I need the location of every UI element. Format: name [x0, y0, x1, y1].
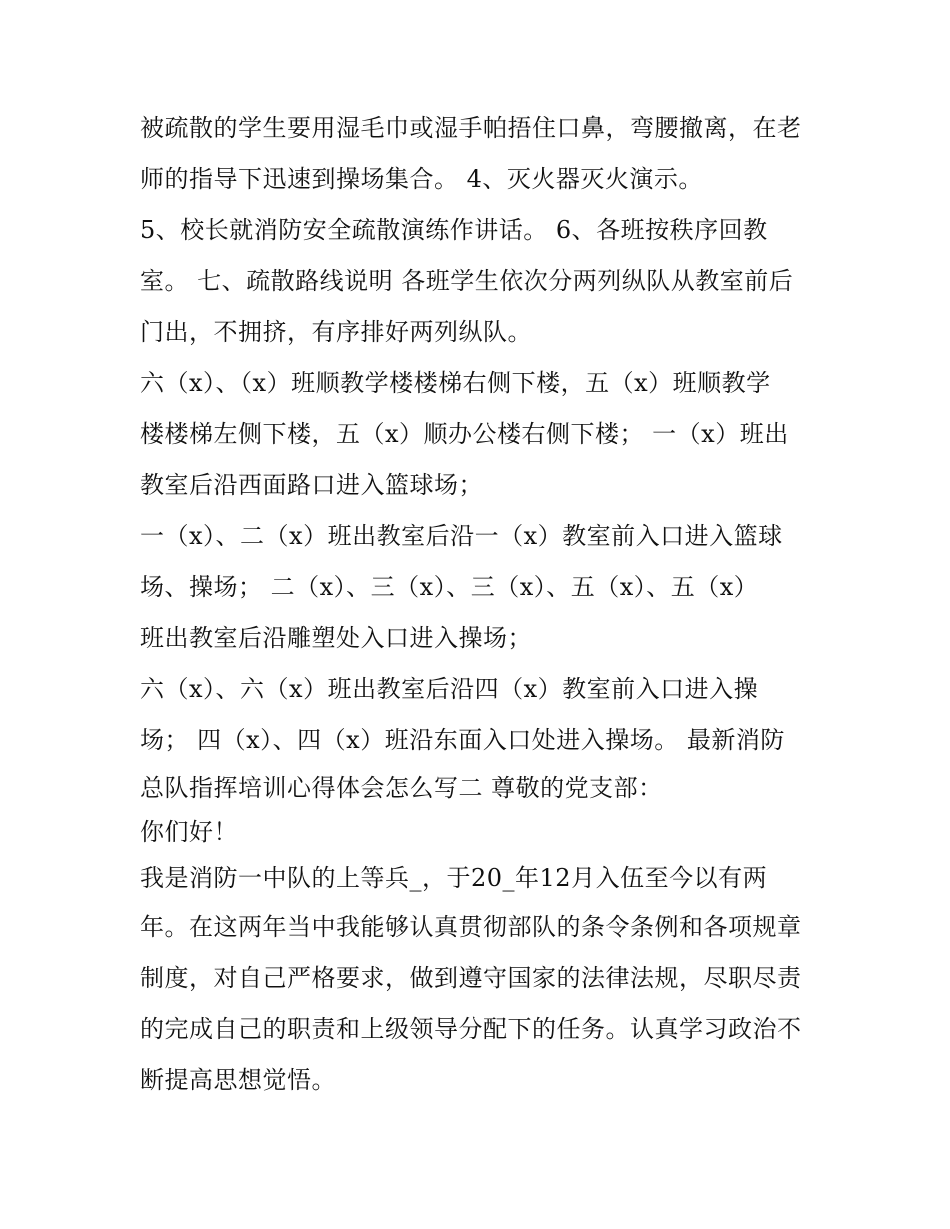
- text-line: 师的指导下迅速到操场集合。 4、灭火器灭火演示。: [140, 165, 703, 193]
- text-line: 被疏散的学生要用湿毛巾或湿手帕捂住口鼻，弯腰撤离，在老: [140, 114, 802, 142]
- text-line: 班出教室后沿雕塑处入口进入操场；: [140, 624, 532, 652]
- text-line: 场、操场； 二（x）、三（x）、三（x）、五（x）、五（x）: [140, 573, 759, 601]
- text-line: 教室后沿西面路口进入篮球场；: [140, 471, 483, 499]
- text-line: 我是消防一中队的上等兵_，于20_年12月入伍至今以有两: [140, 864, 768, 892]
- text-line: 5、校长就消防安全疏散演练作讲话。 6、各班按秩序回教: [140, 216, 768, 244]
- text-line: 制度，对自己严格要求，做到遵守国家的法律法规，尽职尽责: [140, 964, 802, 992]
- text-line: 总队指挥培训心得体会怎么写二 尊敬的党支部：: [140, 774, 663, 802]
- text-line: 室。 七、疏散路线说明 各班学生依次分两列纵队从教室前后: [140, 267, 794, 295]
- text-line: 的完成自己的职责和上级领导分配下的任务。认真学习政治不: [140, 1015, 802, 1043]
- text-line: 断提高思想觉悟。: [140, 1066, 336, 1094]
- text-line: 楼楼梯左侧下楼，五（x）顺办公楼右侧下楼； 一（x）班出: [140, 420, 789, 448]
- text-line: 一（x）、二（x）班出教室后沿一（x）教室前入口进入篮球: [140, 522, 783, 550]
- text-line: 场； 四（x）、四（x）班沿东面入口处进入操场。 最新消防: [140, 726, 785, 754]
- text-line: 你们好！: [140, 818, 238, 846]
- document-body: [140, 103, 820, 1106]
- text-line: 门出，不拥挤，有序排好两列纵队。: [140, 318, 532, 346]
- text-line: 六（x）、六（x）班出教室后沿四（x）教室前入口进入操: [140, 675, 759, 703]
- text-line: 六（x）、（x）班顺教学楼楼梯右侧下楼，五（x）班顺教学: [140, 369, 771, 397]
- text-line: 年。在这两年当中我能够认真贯彻部队的条令条例和各项规章: [140, 913, 802, 941]
